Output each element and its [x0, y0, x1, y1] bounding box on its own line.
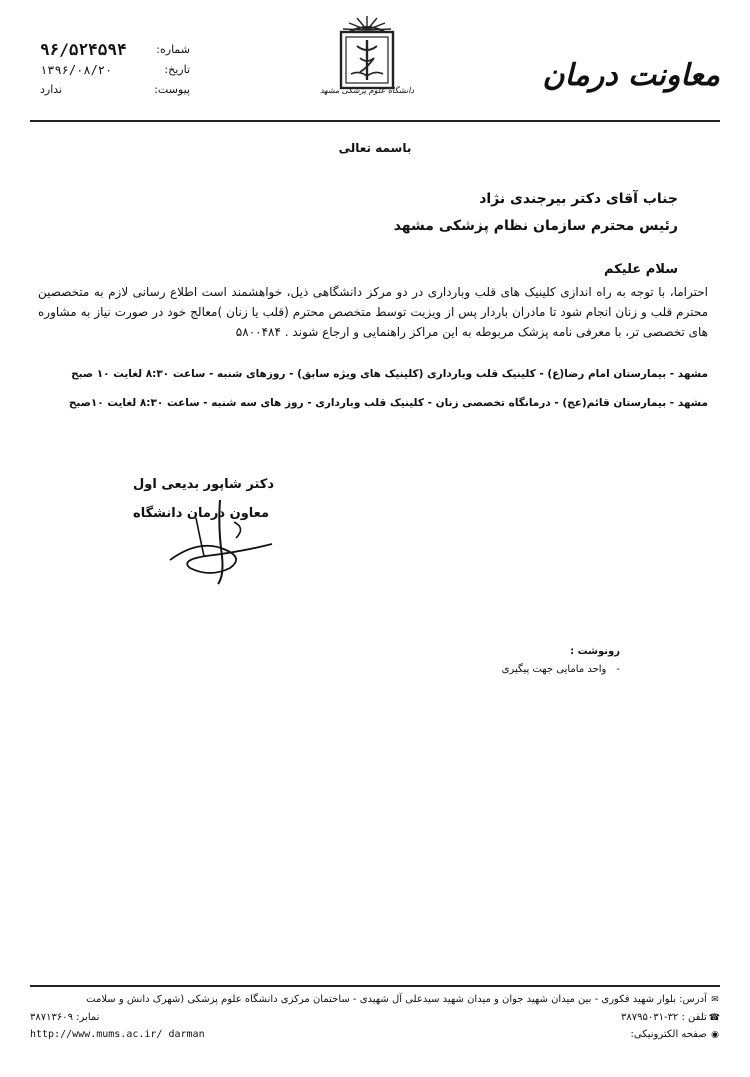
addressee-name: جناب آقای دکتر بیرجندی نژاد: [479, 191, 678, 207]
handwritten-signature-icon: [160, 498, 280, 588]
cc-bullet: -: [616, 664, 620, 675]
addressee-title: رئیس محترم سازمان نظام پزشکی مشهد: [393, 218, 678, 234]
footer-address: [30, 994, 720, 1005]
footer-phone: [621, 1012, 720, 1023]
footer-web-row: [30, 1029, 720, 1040]
clinic-address-1: مشهد - بیمارستان امام رضا(ع) - کلینیک قلب وبارداری (کلینیک های ویژه سابق) - روزهای شنبه - ساعت ۸:۳۰ لغایت ۱۰ صبح: [71, 368, 708, 380]
clinic-address-2: مشهد - بیمارستان قائم(عج) - درمانگاه تخصصی زنان - کلینیک قلب وبارداری - روز های سه شنبه - ساعت ۸:۳۰ لغایت ۱۰صبح: [68, 397, 708, 409]
globe-icon: ◉: [711, 1030, 719, 1040]
letter-number-row: [40, 40, 190, 60]
letter-date-value: ۱۳۹۶/۰۸/۲۰: [40, 63, 113, 77]
cc-title: رونوشت :: [570, 646, 620, 657]
footer-address-text: آدرس: بلوار شهید فکوری - بین میدان شهید جوان و میدان شهید سیدعلی آل شهیدی - ساختمان مرکزی دانشگاه علوم پزشکی (شهرک دانش و سلامت: [86, 994, 707, 1005]
footer-web-label-wrap: [631, 1029, 720, 1040]
footer-fax: نمابر: ۳۸۷۱۳۶۰۹: [30, 1012, 100, 1023]
basmala: باسمه تعالی: [338, 141, 412, 155]
signatory-title: معاون درمان دانشگاه: [133, 506, 270, 521]
salutation: سلام علیکم: [604, 262, 678, 277]
letter-meta: [40, 40, 190, 100]
logo-caption: دانشگاه علوم پزشکی مشهد: [319, 86, 415, 95]
department-title: معاونت درمان: [542, 58, 720, 93]
cc-recipient: واحد مامایی جهت پیگیری: [501, 664, 607, 675]
letter-attachment-label: پیوست:: [154, 83, 190, 96]
letter-body: احتراما، با توجه به راه اندازی کلینیک های قلب وبارداری در دو مرکز دانشگاهی ذیل، خواهشمند است اطلاع رسانی لازم به متخصصین محترم قلب و زنان انجام شود تا مادران باردار پس از ویزیت توسط متخصص محترم (قلب یا زنان )معالج خود در صورت نیاز به مشاوره های تخصصی تر، با معرفی نامه پزشک مربوطه به این مراکز راهنمایی و ارجاع شوند . ۵۸۰۰۴۸۴: [38, 285, 708, 339]
footer-contact-row: [30, 1012, 720, 1023]
footer-web-label: صفحه الکترونیکی:: [630, 1029, 707, 1040]
letter-number-label: شماره:: [156, 43, 190, 56]
phone-icon: ☎: [708, 1013, 720, 1023]
header-divider: [30, 120, 720, 122]
signatory-name: دکتر شاپور بدیعی اول: [133, 477, 274, 492]
letter-attachment-value: ندارد: [40, 83, 63, 96]
letter-date-row: [40, 60, 190, 80]
footer-website-link[interactable]: http://www.mums.ac.ir/ darman: [30, 1029, 205, 1040]
letter-number-value: ۹۶/۵۲۴۵۹۴: [40, 40, 127, 59]
addressee: [394, 186, 678, 240]
footer-divider: [30, 985, 720, 987]
cc-item: [502, 664, 620, 675]
letter-date-label: تاریخ:: [164, 63, 190, 76]
footer-phone-text: تلفن : ۳۲-۳۸۷۹۵۰۳۱: [620, 1012, 707, 1023]
letter-attachment-row: [40, 80, 190, 100]
envelope-icon: ✉: [711, 995, 719, 1005]
